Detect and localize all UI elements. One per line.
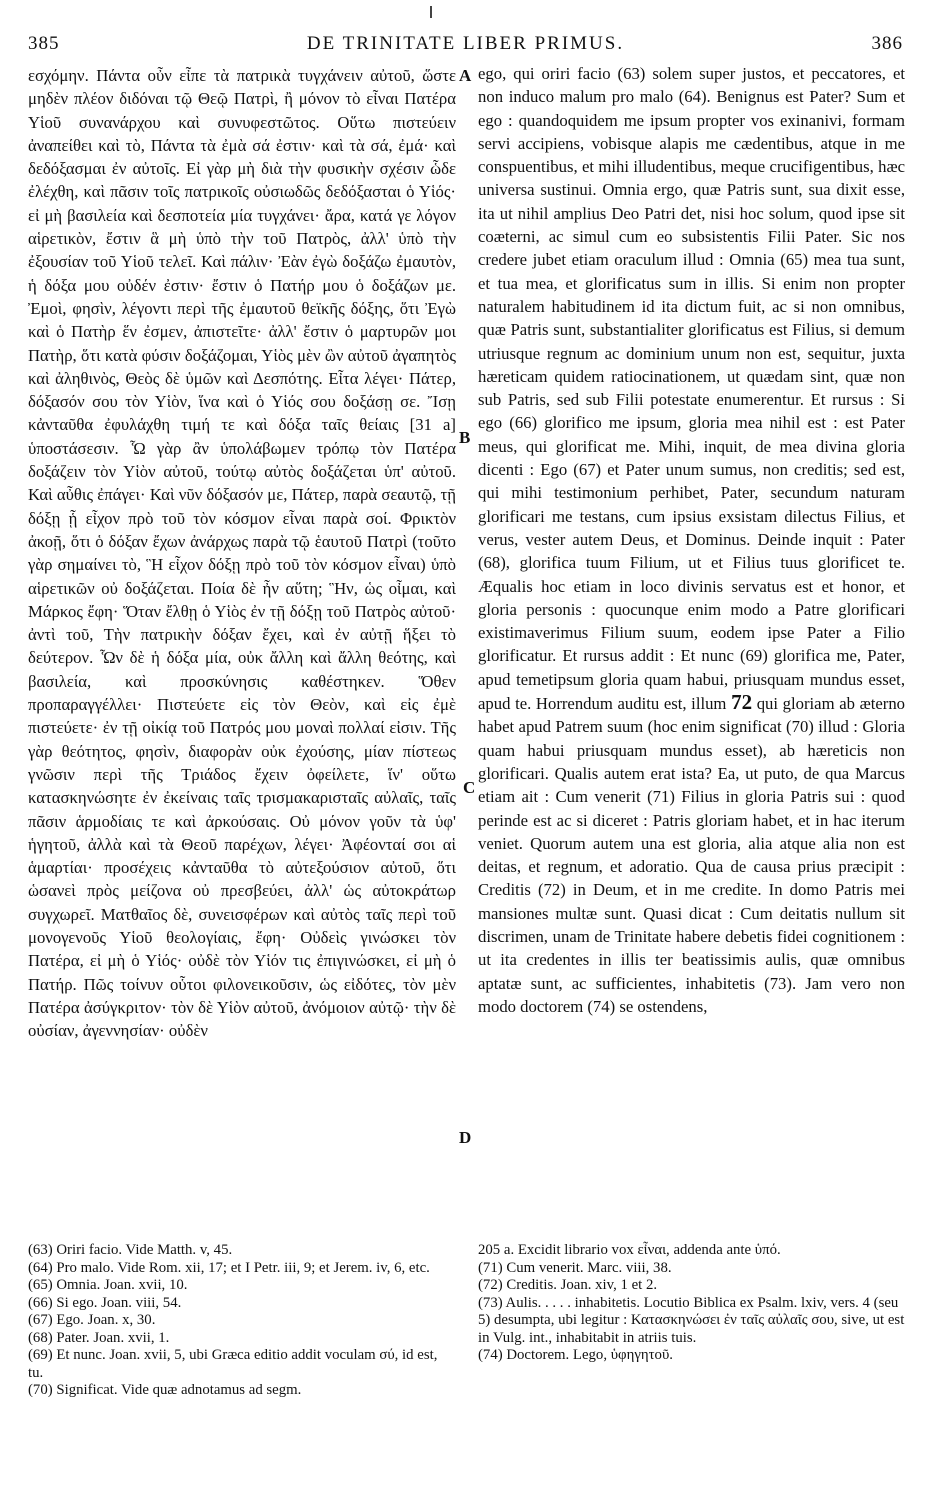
margin-letter-c: C <box>463 778 476 797</box>
footnote: (68) Pater. Joan. xvii, 1. <box>28 1329 170 1346</box>
page-number-left: 385 <box>28 33 60 54</box>
greek-column <box>28 64 456 1042</box>
footnotes-left <box>28 1242 456 1400</box>
latin-paragraph <box>478 62 905 1018</box>
footnote: 205 a. Excidit librario vox εἶναι, addenda ante ὑπό. <box>478 1242 781 1258</box>
footnote: (65) Omnia. Joan. xvii, 10. <box>28 1277 188 1293</box>
margin-letter-b: B <box>459 428 471 447</box>
footnote: (72) Creditis. Joan. xiv, 1 et 2. <box>478 1277 658 1293</box>
page-header <box>28 30 903 58</box>
footnote: (66) Si ego. Joan. viii, 54. <box>28 1294 182 1311</box>
footnote: (63) Oriri facio. Vide Matth. v, 45. <box>28 1242 233 1258</box>
footnote: (71) Cum venerit. Marc. viii, 38. <box>478 1259 672 1276</box>
margin-letter-d: D <box>459 1128 472 1147</box>
latin-column <box>478 62 905 1018</box>
footnote: (73) Aulis. . . . . inhabitetis. Locutio Biblica ex Psalm. lxiv, vers. 4 (seu 5) desumpta, ubi legitur : Κατασκηνώσει ἐν ταῖς αὐλαῖς σου, sive, ut est in Vulg. int., inhabitabit in atriis tuis. <box>478 1294 905 1346</box>
footnote: (70) Significat. Vide quæ adnotamus ad segm. <box>28 1382 302 1398</box>
footnotes-right <box>478 1242 905 1365</box>
footnote: (64) Pro malo. Vide Rom. xii, 17; et I Petr. iii, 9; et Jerem. iv, 6, etc. <box>28 1259 430 1276</box>
latin-text-part-1: ego, qui oriri facio (63) solem super justos, et peccatores, et non induco malum pro malo (64). Benignus est Pater? Sum et ego : quandoquidem me ipsum propter vos exinanivi, formam servi accipiens, vobisque alapis me cædentibus, atque in me conspuentibus, et mihi illudentibus, meque crucifigentibus, hæc universa sustinui. Omnia ergo, quæ Patris sunt, sua dixit esse, ita ut nihil amplius Deo Patri det, nisi hoc solum, quod ipse sit coæterni, ac simul cum eo subsistentis Filii Pater. Sic nos credere jubet etiam oraculum illud : Omnia (65) mea tua sunt, et tua mea, et glorificatus sum in illis. Si enim non propter naturalem habitudinem id ita dictum fuit, ac si non omnibus, quæ Patris sunt, substantialiter glorificatus est Filius, si demum utriusque regnum ac dominium unum non est, sequitur, juxta hæreticam quidem ratiocinationem, ut quædam sint, quæ non sub Patris, sed sub Filii potestate enumerentur. Et rursus : Si ego (66) glorifico me ipsum, gloria mea nihil est : est Pater meus, qui glorificat me. Mihi, inquit, de mea divina gloria dicenti : Ego (67) et Pater unum sumus, non creditis; sed est, qui mihi testimonium perhibet, Pater, secundum naturam glorificari me testans, cum ipsius exsistam dilectus Filius, et verus, vester autem Deus, et Dominus. Deinde inquit : Pater (68), glorifica tuum Filium, ut et Filius tuus glorificet te. Æqualis hoc etiam in loco divinis servatus est et honor, et gloria personis : quocunque enim modo a Patre glorificari existimaverimus Filium suum, eodem ipse Pater a Filio glorificatur. Et rursus addit : Et nunc (69) glorifica me, Pater, apud temetipsum gloria quam habui, priusquam mundus esset, apud te. Horrendum auditu est, illum <box>478 64 905 714</box>
running-title: DE TRINITATE LIBER PRIMUS. <box>306 33 625 54</box>
greek-text: εσχόμην. Πάντα οὖν εἶπε τὰ πατρικὰ τυγχάνειν αὐτοῦ, ὥστε μηδὲν πλέον διδόναι τῷ Θεῷ Πατρὶ, ἢ μόνον τὸ εἶναι Πατέρα Υἱοῦ συνανάρχου καὶ συνυφεστῶτος. Οὕτω πιστεύειν ἀναπείθει καὶ τὸ, Πάντα τὰ ἐμὰ σά ἐστιν· καὶ τὰ σά, ἐμά· καὶ δεδόξασμαι ἐν αὐτοῖς. Εἰ γὰρ μὴ διὰ τὴν φυσικὴν σχέσιν ὧδε ἐλέχθη, καὶ πᾶσιν τοῖς πατρικοῖς οὐσιωδῶς δεδόξασται ὁ Υἱός· εἰ μὴ βασιλεία καὶ δεσποτεία μία τυγχάνει· ἄρα, κατά γε λόγον αἱρετικὸν, ἔστιν ἃ μὴ ὑπὸ τὴν τοῦ Πατρὸς, ἀλλ' ὑπὸ τὴν ἐξουσίαν τοῦ Υἱοῦ τελεῖ. Καὶ πάλιν· Ἐὰν ἐγὼ δοξάζω ἐμαυτὸν, ἡ δόξα μου οὐδέν ἐστιν· ἔστιν ὁ Πατήρ μου ὁ δοξάζων με. Ἐμοὶ, φησὶν, λέγοντι περὶ τῆς ἐμαυτοῦ θεϊκῆς δόξης, ὅτι Ἐγὼ καὶ ὁ Πατὴρ ἕν ἐσμεν, ἀπιστεῖτε· ἀλλ' ἔστιν ὁ μαρτυρῶν μοι Πατὴρ, ὅτι κατὰ φύσιν δοξάζομαι, Υἱὸς μὲν ὢν αὐτοῦ ἀγαπητὸς καὶ ἀληθινὸς, Θεὸς δὲ ὑμῶν καὶ Δεσπότης. Εἶτα λέγει· Πάτερ, δόξασόν σου τὸν Υἱὸν, ἵνα καὶ ὁ Υἱός σου δοξάσῃ σε. Ἴσῃ κἀνταῦθα ἐφυλάχθη τιμή τε καὶ δόξα ταῖς θείαις [31 a] ὑποστάσεσιν. Ὧ γὰρ ἂν ὑπολάβωμεν τρόπῳ τὸν Πατέρα δοξάζειν τὸν Υἱὸν αὐτοῦ, τούτῳ αὐτὸς δοξάζεται ὑπ' αὐτοῦ. Καὶ αὖθις ἐπάγει· Καὶ νῦν δόξασόν με, Πάτερ, παρὰ σεαυτῷ, τῇ δόξῃ ᾗ εἶχον πρὸ τοῦ τὸν κόσμον εἶναι παρὰ σοί. Φρικτὸν ἀκοῇ, ὅτι ὁ δόξαν ἔχων ἀνάρχως παρὰ τῷ ἑαυτοῦ Πατρὶ (τοῦτο γὰρ σημαίνει τὸ, Ἣ εἶχον δόξῃ πρὸ τοῦ τὸν κόσμον εἶναι) ὑπὸ αἱρετικῶν οὐ δοξάζεται. Ποία δὲ ἦν αὕτη; Ἣν, ὡς οἶμαι, καὶ Μάρκος ἔφη· Ὅταν ἔλθῃ ὁ Υἱὸς ἐν τῇ δόξῃ τοῦ Πατρὸς αὐτοῦ· ἀντὶ τοῦ, Τὴν πατρικὴν δόξαν ἔχει, καὶ ἐν αὐτῇ ἥξει τὸ δεύτερον. Ὧν δὲ ἡ δόξα μία, οὐκ ἄλλη καὶ ἄλλη θεότης, καὶ βασιλεία, καὶ προσκύνησις καθέστηκεν. Ὅθεν προπαραγγέλλει· Πιστεύετε εἰς τὸν Θεὸν, καὶ εἰς ἐμὲ πιστεύετε· ἐν τῇ οἰκίᾳ τοῦ Πατρός μου μοναὶ πολλαί εἰσιν. Τῆς γὰρ θεότητος, φησὶν, διαφορὰν οὐκ ἐχούσης, μίαν πίστεως γνῶσιν περὶ τῆς Τριάδος ἔχειν ὀφείλετε, ἵν' οὕτω κατασκηνώσητε ἐν ἐκείναις ταῖς τρισμακαρισταῖς αὐλαῖς, ταῖς πᾶσιν ἁρμοδίαις τε καὶ ἀρκούσαις. Οὐ μόνον γοῦν τὰ ὑφ' ἡγητοῦ, ἀλλὰ καὶ τὰ Θεοῦ παρέχων, λέγει· Ἀφέονταί σοι αἱ ἁμαρτίαι· προσέχεις κἀνταῦθα τὸ αὐτεξούσιον αὐτοῦ, ὅτι ὡσανεὶ πρὸς μείζονα οὐ πρεσβεύει, ἀλλ' ὡς αὐτοκράτωρ συγχωρεῖ. Ματθαῖος δὲ, συνεισφέρων καὶ αὐτὸς ταῖς περὶ τοῦ μονογενοῦς Υἱοῦ θεολογίαις, ἔφη· Οὐδεὶς γινώσκει τὸν Πατέρα, εἰ μὴ ὁ Υἱός· οὐδὲ τὸν Υἱόν τις ἐπιγινώσκει, εἰ μὴ ὁ Πατήρ. Πῶς τοίνυν οὗτοι φιλονεικοῦσιν, ὡς εἰδότες, τὸν μὲν Πατέρα ἀσύγκριτον· τὸν δὲ Υἱὸν αὐτοῦ, ἀνόμοιον αὐτῷ· τὴν δὲ οὐσίαν, ἀγεννησίαν· οὐδὲν <box>28 66 456 1041</box>
page-number-right: 386 <box>871 33 903 54</box>
footnote: (67) Ego. Joan. x, 30. <box>28 1312 156 1328</box>
latin-text-part-2: qui gloriam ab æterno habet apud Patrem suum (hoc enim significat (70) illud : Gloria quam habui priusquam mundus esset), ab hæreticis non glorificari. Qualis autem erat ista? Ea, ut puto, de qua Marcus etiam ait : Cum venerit (71) Filius in gloria Patris sui : quod perinde est ac si diceret : Patris gloriam habet, et in hac iterum veniet. Quorum autem una est gloria, alia atque alia non est deitas, et regnum, et adoratio. Qua de causa prius præcipit : Creditis (72) in Deum, et in me credite. In domo Patris mei mansiones multæ sunt. Quasi dicat : Cum deitatis nullum sit discrimen, unam de Trinitate habere debetis fidei cognitionem : ut ita credentes in illis ter beatissimis aulis, quæ omnibus aptatæ sunt, ac sufficientes, inhabitetis (73). Jam vero non modo doctorem (74) se ostendens, <box>478 694 906 1016</box>
footnote: (74) Doctorem. Lego, ὑφηγητοῦ. <box>478 1347 673 1363</box>
column-number: 72 <box>731 690 753 715</box>
footnote: (69) Et nunc. Joan. xvii, 5, ubi Græca editio addit voculam σύ, id est, tu. <box>28 1347 438 1381</box>
margin-letter-a: A <box>459 66 472 85</box>
top-mark <box>430 6 432 18</box>
